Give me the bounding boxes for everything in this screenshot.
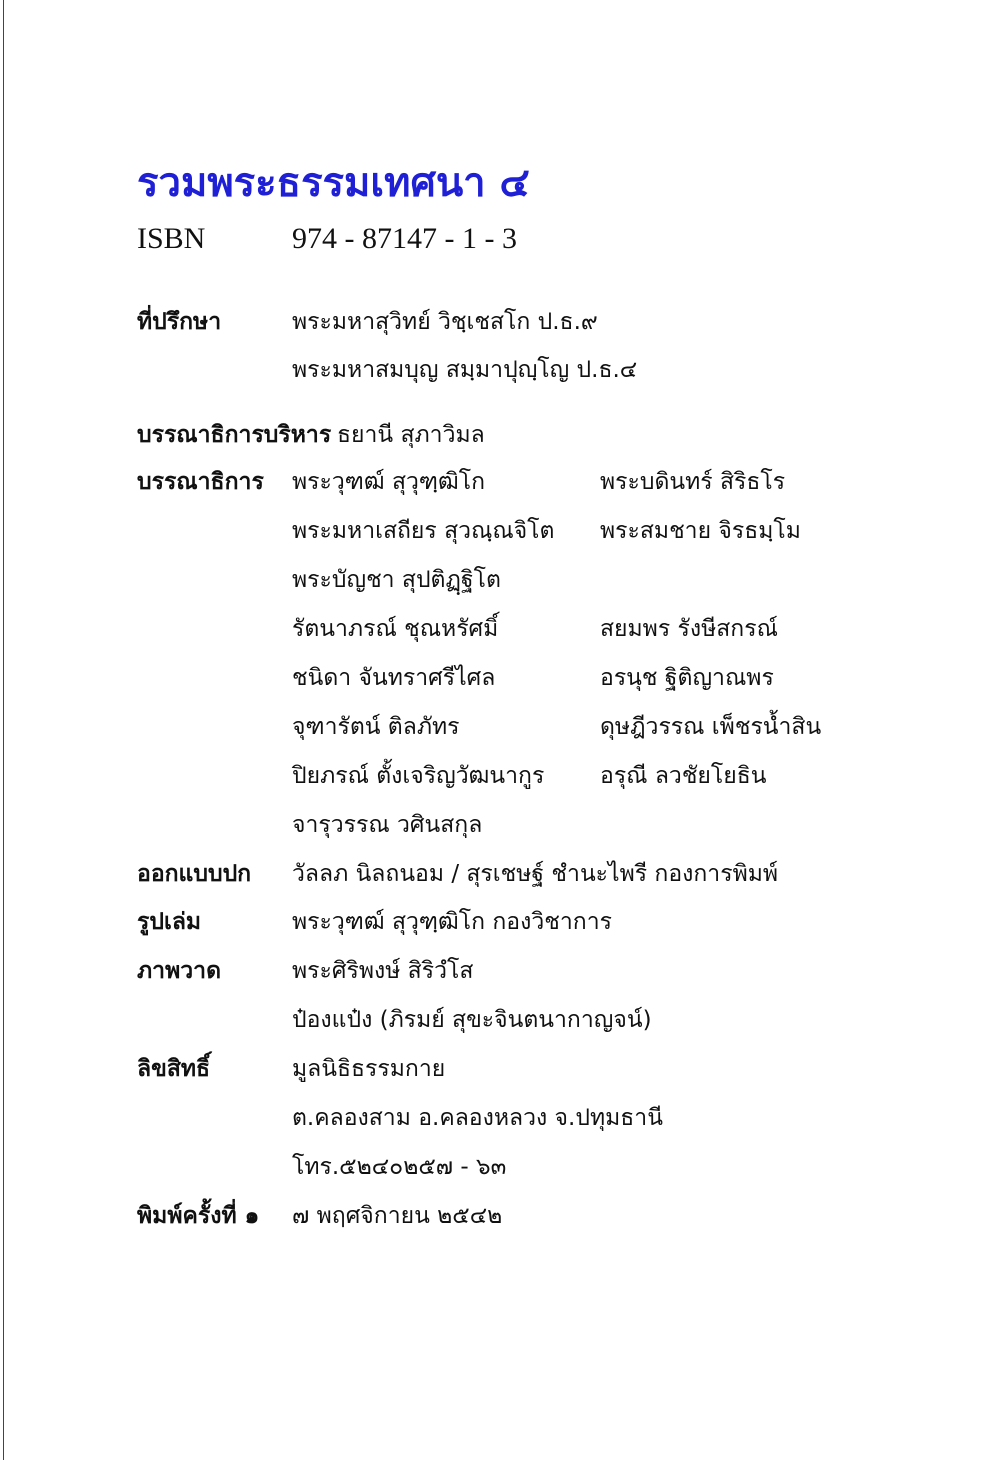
cover-design-label: ออกแบบปก — [137, 861, 252, 887]
illustration-label: ภาพวาด — [137, 958, 222, 984]
editor-name: พระวุฑฒ์ สุวุฑฺฒิโก — [292, 469, 486, 495]
advisor-name: พระมหาสุวิทย์ วิชฺเชสโก ป.ธ.๙ — [292, 309, 598, 335]
editor-name: ชนิดา จันทราศรีไศล — [292, 665, 496, 691]
editor-name: ปิยภรณ์ ตั้งเจริญวัฒนากูร — [292, 763, 545, 789]
isbn-label: ISBN — [137, 222, 206, 255]
editor-name: อรนุช ฐิติญาณพร — [600, 665, 774, 691]
first-print-label: พิมพ์ครั้งที่ ๑ — [137, 1203, 260, 1229]
cover-design-value: วัลลภ นิลถนอม / สุรเชษฐ์ ชำนะไพรี กองการพิมพ์ — [292, 861, 779, 887]
editor-name: พระบดินทร์ สิริธโร — [600, 469, 786, 495]
editor-name: อรุณี ลวชัยโยธิน — [600, 763, 767, 789]
editors-label: บรรณาธิการ — [137, 469, 264, 495]
isbn-value: 974 - 87147 - 1 - 3 — [292, 222, 517, 255]
layout-value: พระวุฑฒ์ สุวุฑฺฒิโก กองวิชาการ — [292, 909, 612, 935]
editor-name: พระบัญชา สุปติฏฺฐิโต — [292, 567, 501, 593]
layout-label: รูปเล่ม — [137, 909, 202, 935]
managing-editor-name: ธยานี สุภาวิมล — [337, 422, 485, 448]
copyright-value: มูลนิธิธรรมกาย — [292, 1056, 446, 1082]
advisor-name: พระมหาสมบุญ สมฺมาปุญฺโญ ป.ธ.๔ — [292, 357, 638, 383]
editor-name: ดุษฎีวรรณ เพ็ชรน้ำสิน — [600, 714, 822, 740]
isbn-row — [137, 222, 517, 256]
illustration-value: ป๋องแป๋ง (ภิรมย์ สุขะจินตนากาญจน์) — [292, 1007, 652, 1033]
editor-name: พระมหาเสถียร สุวณฺณจิโต — [292, 518, 555, 544]
illustration-value: พระศิริพงษ์ สิริวํโส — [292, 958, 474, 984]
editor-name: สยมพร รังษีสกรณ์ — [600, 616, 778, 642]
copyright-label: ลิขสิทธิ์ — [137, 1056, 211, 1082]
managing-editor-label: บรรณาธิการบริหาร — [137, 422, 332, 448]
first-print-date: ๗ พฤศจิกายน ๒๕๔๒ — [292, 1203, 503, 1229]
editor-name: พระสมชาย จิรธมฺโม — [600, 518, 801, 544]
editor-name: รัตนาภรณ์ ชุณหรัศมิ์ — [292, 616, 499, 642]
advisors-label: ที่ปรึกษา — [137, 309, 222, 335]
editor-name: จุฑารัตน์ ติลภัทร — [292, 714, 460, 740]
book-title: รวมพระธรรมเทศนา ๔ — [137, 160, 530, 206]
copyright-phone: โทร.๕๒๔๐๒๕๗ - ๖๓ — [292, 1154, 507, 1180]
page-edge-line — [3, 0, 4, 1460]
editor-name: จารุวรรณ วศินสกุล — [292, 812, 483, 838]
copyright-address: ต.คลองสาม อ.คลองหลวง จ.ปทุมธานี — [292, 1105, 663, 1131]
